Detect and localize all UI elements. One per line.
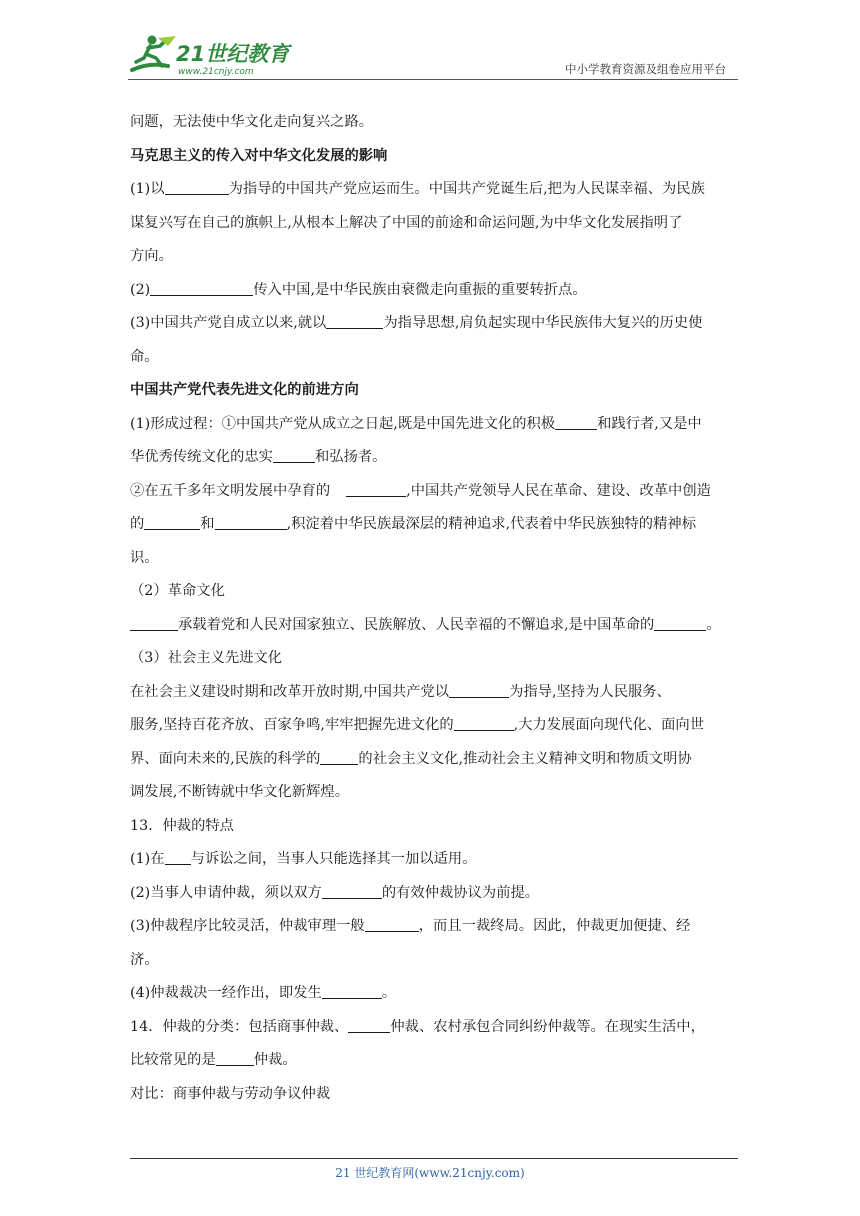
page-header	[128, 32, 740, 80]
fill-blank	[346, 479, 406, 497]
footer-divider	[130, 1158, 738, 1159]
fill-blank	[654, 613, 706, 631]
fill-blank	[326, 311, 383, 329]
text-line: 识。	[130, 549, 159, 566]
text-line: (2)当事人申请仲裁，须以双方 的有效仲裁协议为前提。	[130, 877, 742, 911]
section-heading: 中国共产党代表先进文化的前进方向	[130, 382, 359, 398]
svg-text:21世纪教育: 21世纪教育	[176, 42, 290, 66]
text-line: (1)在 与诉讼之间，当事人只能选择其一加以适用。	[130, 843, 742, 877]
fill-blank	[555, 412, 597, 430]
text-line: (2) 传入中国,是中华民族由衰微走向重振的重要转折点。	[130, 274, 742, 308]
fill-blank	[150, 278, 253, 296]
document-body	[130, 106, 742, 1111]
text-line: 谋复兴写在自己的旗帜上,从根本上解决了中国的前途和命运问题,为中华文化发展指明了	[130, 214, 683, 231]
fill-blank	[322, 881, 382, 899]
text-line: 的 和 ,积淀着中华民族最深层的精神追求,代表着中华民族独特的精神标	[130, 508, 742, 542]
text-line: (4)仲裁裁决一经作出，即发生 。	[130, 977, 742, 1011]
text-line: (3)中国共产党自成立以来,就以 为指导思想,肩负起实现中华民族伟大复兴的历史使	[130, 307, 742, 341]
text-line: (3)仲裁程序比较灵活，仲裁审理一般 ，而且一裁终局。因此，仲裁更加便捷、经	[130, 910, 742, 944]
text-line: (1)形成过程：①中国共产党从成立之日起,既是中国先进文化的积极 和践行者,又是中	[130, 408, 742, 442]
fill-blank	[365, 914, 419, 932]
text-line: 华优秀传统文化的忠实 和弘扬者。	[130, 441, 742, 475]
fill-blank	[165, 177, 229, 195]
text-line: 方向。	[130, 248, 173, 264]
fill-blank	[320, 747, 358, 765]
running-figure-icon	[132, 36, 176, 71]
fill-blank	[322, 981, 382, 999]
text-line: 调发展,不断铸就中华文化新辉煌。	[130, 784, 349, 800]
fill-blank	[454, 713, 514, 731]
text-line: 命。	[130, 348, 159, 365]
text-line: (1)以 为指导的中国共产党应运而生。中国共产党诞生后,把为人民谋幸福、为民族	[130, 173, 742, 207]
text-line: 承载着党和人民对国家独立、民族解放、人民幸福的不懈追求,是中国革命的 。	[130, 609, 742, 643]
section-heading: 马克思主义的传入对中华文化发展的影响	[130, 147, 388, 164]
fill-blank	[216, 1048, 254, 1066]
text-line: 服务,坚持百花齐放、百家争鸣,牢牢把握先进文化的 ,大力发展面向现代化、面向世	[130, 709, 742, 743]
text-line: 对比：商事仲裁与劳动争议仲裁	[130, 1085, 331, 1102]
text-line: 在社会主义建设时期和改革开放时期,中国共产党以 为指导,坚持为人民服务、	[130, 676, 742, 710]
text-line: ②在五千多年文明发展中孕育的 ,中国共产党领导人民在革命、建设、改革中创造	[130, 475, 742, 509]
text-line: 比较常见的是 仲裁。	[130, 1044, 742, 1078]
text-line: 14．仲裁的分类：包括商事仲裁、 仲裁、农村承包合同纠纷仲裁等。在现实生活中，	[130, 1011, 742, 1045]
platform-name: 中小学教育资源及组卷应用平台	[565, 62, 726, 76]
logo-21cnjy	[128, 32, 298, 78]
fill-blank	[144, 512, 200, 530]
fill-blank	[449, 680, 509, 698]
text-line: 济。	[130, 951, 159, 968]
fill-blank	[348, 1015, 390, 1033]
header-divider	[128, 79, 738, 80]
text-line: 问题，无法使中华文化走向复兴之路。	[130, 114, 374, 130]
text-line: 界、面向未来的,民族的科学的 的社会主义文化,推动社会主义精神文明和物质文明协	[130, 743, 742, 777]
fill-blank	[165, 847, 191, 865]
fill-blank	[273, 445, 315, 463]
fill-blank	[215, 512, 287, 530]
text-line: 13．仲裁的特点	[130, 817, 234, 834]
text-line: （3）社会主义先进文化	[130, 650, 283, 666]
svg-text:www.21cnjy.com: www.21cnjy.com	[178, 67, 254, 77]
text-line: （2）革命文化	[130, 583, 225, 599]
page-footer: 21 世纪教育网(www.21cnjy.com)	[335, 1166, 525, 1180]
fill-blank	[130, 613, 178, 631]
